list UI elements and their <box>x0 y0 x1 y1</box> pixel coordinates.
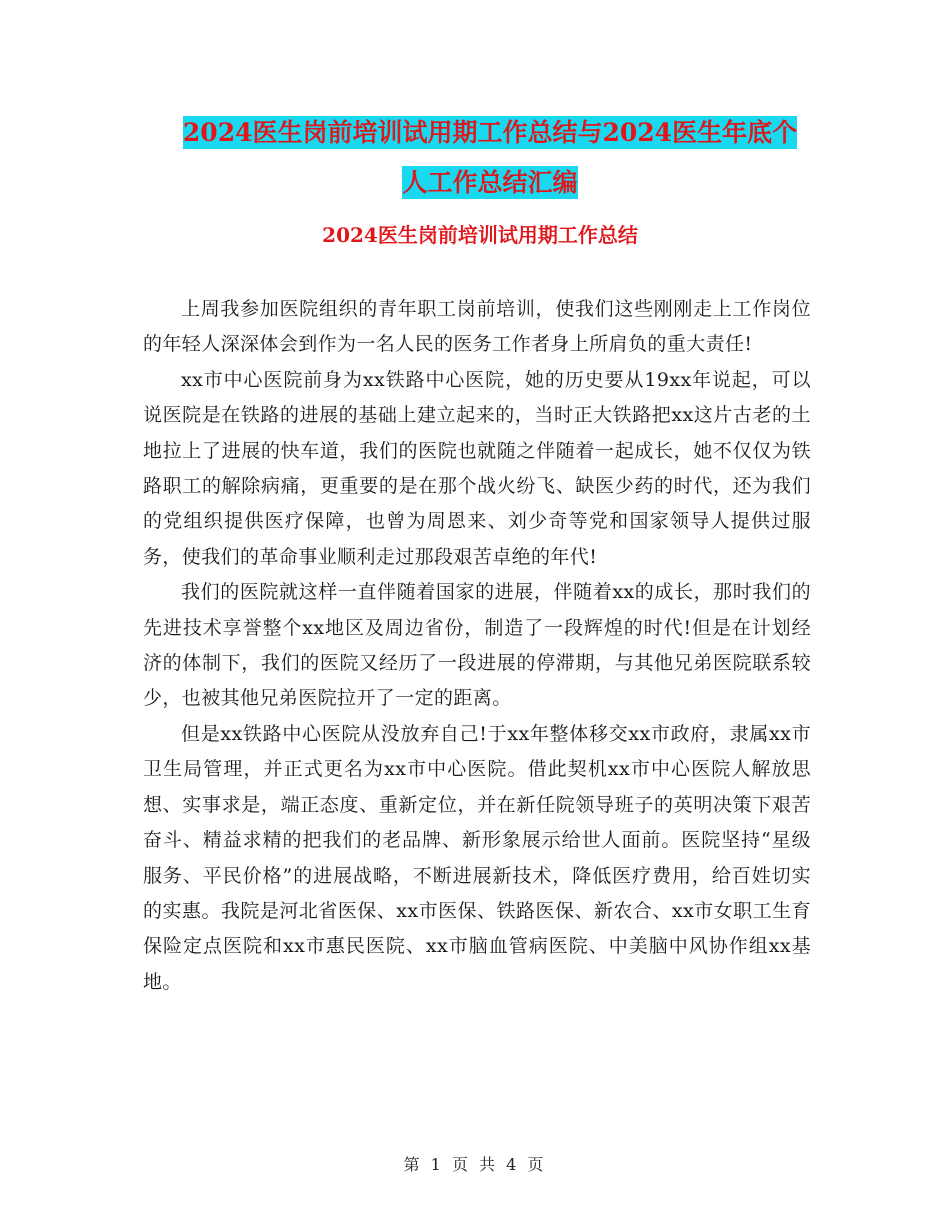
paragraph: 我们的医院就这样一直伴随着国家的进展，伴随着xx的成长，那时我们的先进技术享誉整个xx地区及周边省份，制造了一段辉煌的时代!但是在计划经济的体制下，我们的医院又经历了一段进展的停滞期，与其他兄弟医院联系较少，也被其他兄弟医院拉开了一定的距离。 <box>143 581 811 710</box>
document-title <box>140 108 840 208</box>
document-title-line1: 2024医生岗前培训试用期工作总结与2024医生年底个 <box>182 118 798 147</box>
document-body <box>143 292 811 1000</box>
paragraph: 上周我参加医院组织的青年职工岗前培训，使我们这些刚刚走上工作岗位的年轻人深深体会到作为一名人民的医务工作者身上所肩负的重大责任! <box>143 298 811 356</box>
section-title: 2024医生岗前培训试用期工作总结 <box>322 223 638 247</box>
page-number-footer: 第 1 页 共 4 页 <box>403 1155 547 1174</box>
document-title-line2: 人工作总结汇编 <box>402 168 578 197</box>
paragraph: xx市中心医院前身为xx铁路中心医院，她的历史要从19xx年说起，可以说医院是在铁路的进展的基础上建立起来的，当时正大铁路把xx这片古老的土地拉上了进展的快车道，我们的医院也就随之伴随着一起成长，她不仅仅为铁路职工的解除病痛，更重要的是在那个战火纷飞、缺医少药的时代，还为我们的党组织提供医疗保障，也曾为周恩来、刘少奇等党和国家领导人提供过服务，使我们的革命事业顺利走过那段艰苦卓绝的年代! <box>143 368 811 568</box>
paragraph: 但是xx铁路中心医院从没放弃自己!于xx年整体移交xx市政府，隶属xx市卫生局管理，并正式更名为xx市中心医院。借此契机xx市中心医院人解放思想、实事求是，端正态度、重新定位，并在新任院领导班子的英明决策下艰苦奋斗、精益求精的把我们的老品牌、新形象展示给世人面前。医院坚持“星级服务、平民价格”的进展战略，不断进展新技术，降低医疗费用，给百姓切实的实惠。我院是河北省医保、xx市医保、铁路医保、新农合、xx市女职工生育保险定点医院和xx市惠民医院、xx市脑血管病医院、中美脑中风协作组xx基地。 <box>143 722 811 993</box>
